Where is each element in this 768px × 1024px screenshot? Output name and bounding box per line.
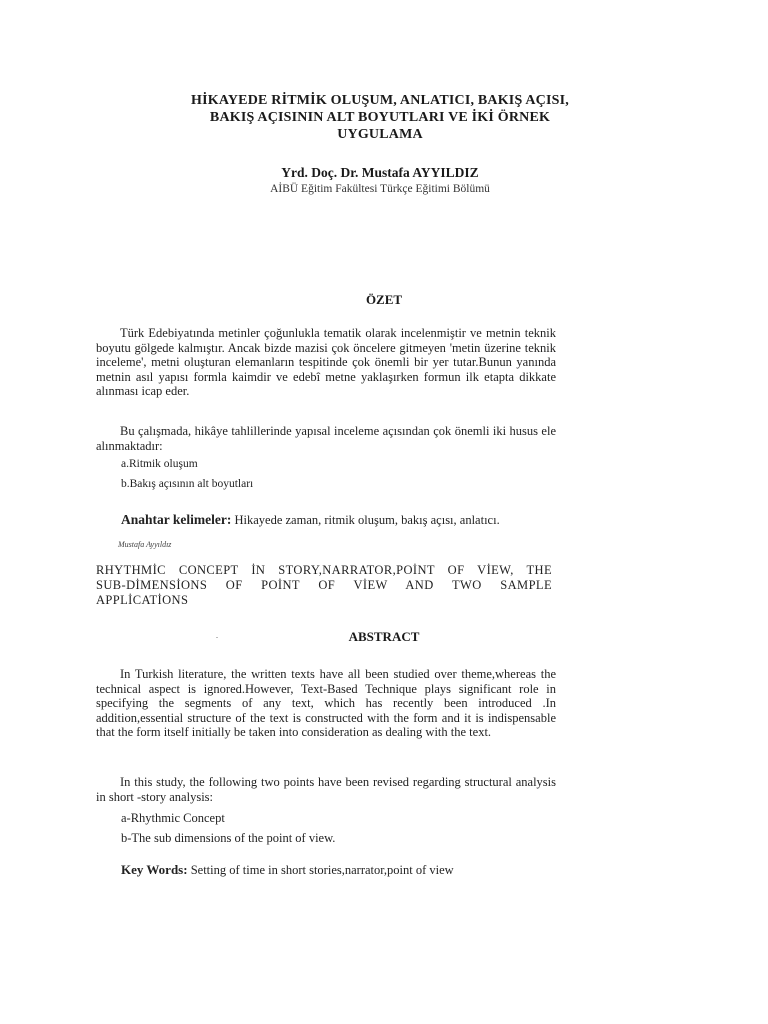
abstract-keywords (121, 862, 454, 878)
keywords-label: Anahtar kelimeler: (121, 512, 232, 527)
paper-title (100, 92, 660, 143)
list-item: a-Rhythmic Concept (121, 811, 225, 825)
list-item: b-The sub dimensions of the point of view. (121, 831, 336, 845)
ozet-list (121, 454, 253, 494)
ozet-paragraph-1-text: Türk Edebiyatında metinler çoğunlukla tematik olarak incelenmiştir ve metnin teknik boyutu gölgede kalmıştır. Ancak bizde mazisi çok öncelere gitmeyen 'metin üzerine teknik inceleme', metni oluşturan elemanların tespitinde çok önemli bir yer tutar.Bunun yanında metnin asıl yapısı formla kaimdir ve edebî metne yaklaşırken formun ilk etapta dikkate alınması icap eder. (96, 326, 556, 399)
abstract-paragraph-2-text: In this study, the following two points have been revised regarding structural analysis in short -story analysis: (96, 775, 556, 804)
abstract-paragraph-1-text: In Turkish literature, the written texts have all been studied over theme,whereas the technical aspect is ignored.However, Text-Based Technique plays significant role in specifying the segments of any text, which has recently been introduced .In addition,essential structure of the text is constructed with the form and it is indispensable that the form itself initially be taken into consideration as dealing with the text. (96, 667, 556, 740)
ozet-paragraph-1 (96, 326, 556, 399)
keywords-text: Hikayede zaman, ritmik oluşum, bakış açısı, anlatıcı. (231, 513, 500, 527)
abstract-paragraph-1 (96, 667, 556, 740)
ozet-paragraph-2-text: Bu çalışmada, hikâye tahlillerinde yapısal inceleme açısından çok önemli iki husus ele alınmaktadır: (96, 424, 556, 453)
ozet-heading: ÖZET (365, 292, 403, 307)
title-line-3: UYGULAMA (337, 127, 423, 142)
list-item: a.Ritmik oluşum (121, 458, 198, 470)
list-item: b.Bakış açısının alt boyutları (121, 478, 254, 490)
title-line-1: HİKAYEDE RİTMİK OLUŞUM, ANLATICI, BAKIŞ AÇISI, (191, 93, 569, 108)
title-line-2: BAKIŞ AÇISININ ALT BOYUTLARI VE İKİ ÖRNEK (209, 110, 551, 125)
abstract-list (121, 808, 335, 848)
author-signature: Mustafa Ayyıldız (118, 540, 172, 549)
author-name: Yrd. Doç. Dr. Mustafa AYYILDIZ (281, 165, 479, 180)
keywords-label: Key Words: (121, 862, 188, 877)
author-affiliation: AİBÜ Eğitim Fakültesi Türkçe Eğitimi Bölümü (270, 183, 490, 195)
ozet-paragraph-2 (96, 424, 556, 453)
english-title-line-1: RHYTHMİC CONCEPT İN STORY,NARRATOR,POİNT OF VİEW, THE (96, 563, 552, 577)
scan-speck (216, 637, 218, 638)
abstract-paragraph-2 (96, 775, 556, 804)
keywords-text: Setting of time in short stories,narrator,point of view (187, 863, 454, 877)
english-title (96, 563, 552, 608)
english-title-line-3: APPLİCATİONS (96, 593, 189, 607)
ozet-keywords (121, 512, 500, 528)
abstract-heading: ABSTRACT (348, 629, 420, 644)
english-title-line-2: SUB-DİMENSİONS OF POİNT OF VİEW AND TWO SAMPLE (96, 578, 552, 592)
